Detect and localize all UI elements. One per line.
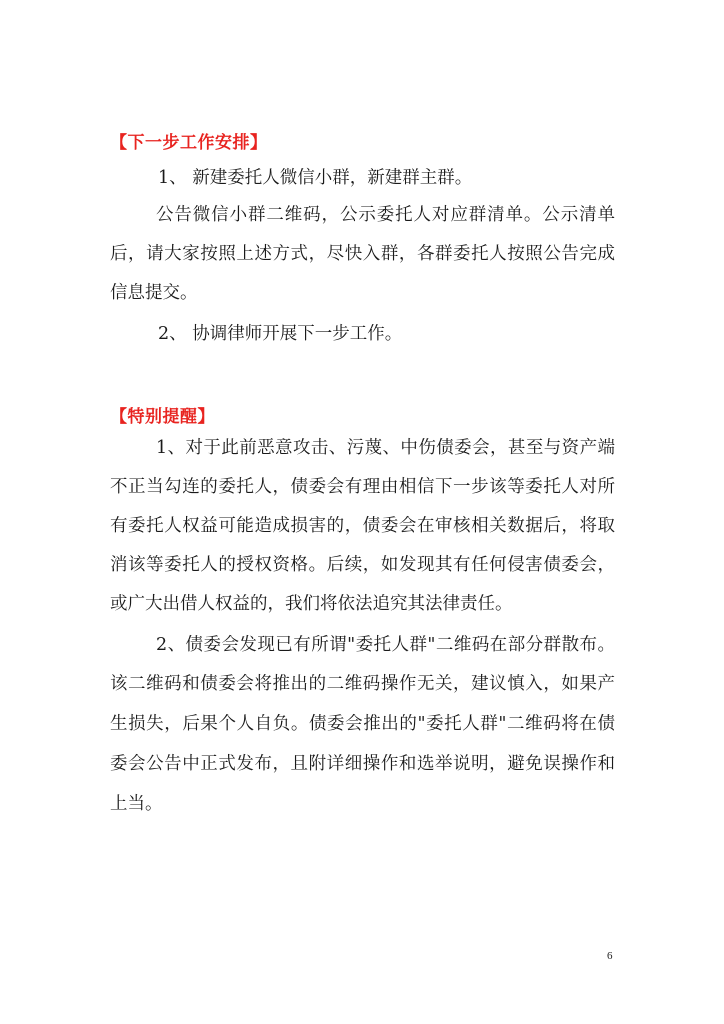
reminder-2-line-2: 该二维码和债委会将推出的二维码操作无关，建议慎入，如果产 [110, 674, 615, 694]
reminder-1-line-4: 消该等委托人的授权资格。后续，如发现其有任何侵害债委会， [110, 555, 615, 575]
reminder-2-line-1: 2、债委会发现已有所谓"委托人群"二维码在部分群散布。 [156, 635, 615, 655]
page-number: 6 [607, 950, 613, 962]
next-step-paragraph-line-3: 信息提交。 [110, 283, 198, 303]
next-step-item-2: 2、 协调律师开展下一步工作。 [158, 324, 403, 344]
reminder-1-line-5: 或广大出借人权益的，我们将依法追究其法律责任。 [110, 594, 513, 614]
section-heading-next-steps: 【下一步工作安排】 [110, 133, 268, 153]
reminder-1-line-1: 1、对于此前恶意攻击、污蔑、中伤债委会，甚至与资产端 [156, 438, 615, 458]
section-heading-special-reminder: 【特别提醒】 [110, 407, 215, 427]
next-step-paragraph-line-2: 后，请大家按照上述方式，尽快入群，各群委托人按照公告完成 [110, 244, 615, 264]
reminder-1-line-2: 不正当勾连的委托人，债委会有理由相信下一步该等委托人对所 [110, 477, 615, 497]
next-step-paragraph-line-1: 公告微信小群二维码，公示委托人对应群清单。公示清单 [156, 205, 615, 225]
reminder-1-line-3: 有委托人权益可能造成损害的，债委会在审核相关数据后，将取 [110, 516, 615, 536]
next-step-item-1: 1、 新建委托人微信小群，新建群主群。 [158, 168, 473, 188]
reminder-2-line-4: 委会公告中正式发布，且附详细操作和选举说明，避免误操作和 [110, 754, 615, 774]
reminder-2-line-3: 生损失，后果个人自负。债委会推出的"委托人群"二维码将在债 [110, 714, 615, 734]
reminder-2-line-5: 上当。 [110, 794, 163, 814]
